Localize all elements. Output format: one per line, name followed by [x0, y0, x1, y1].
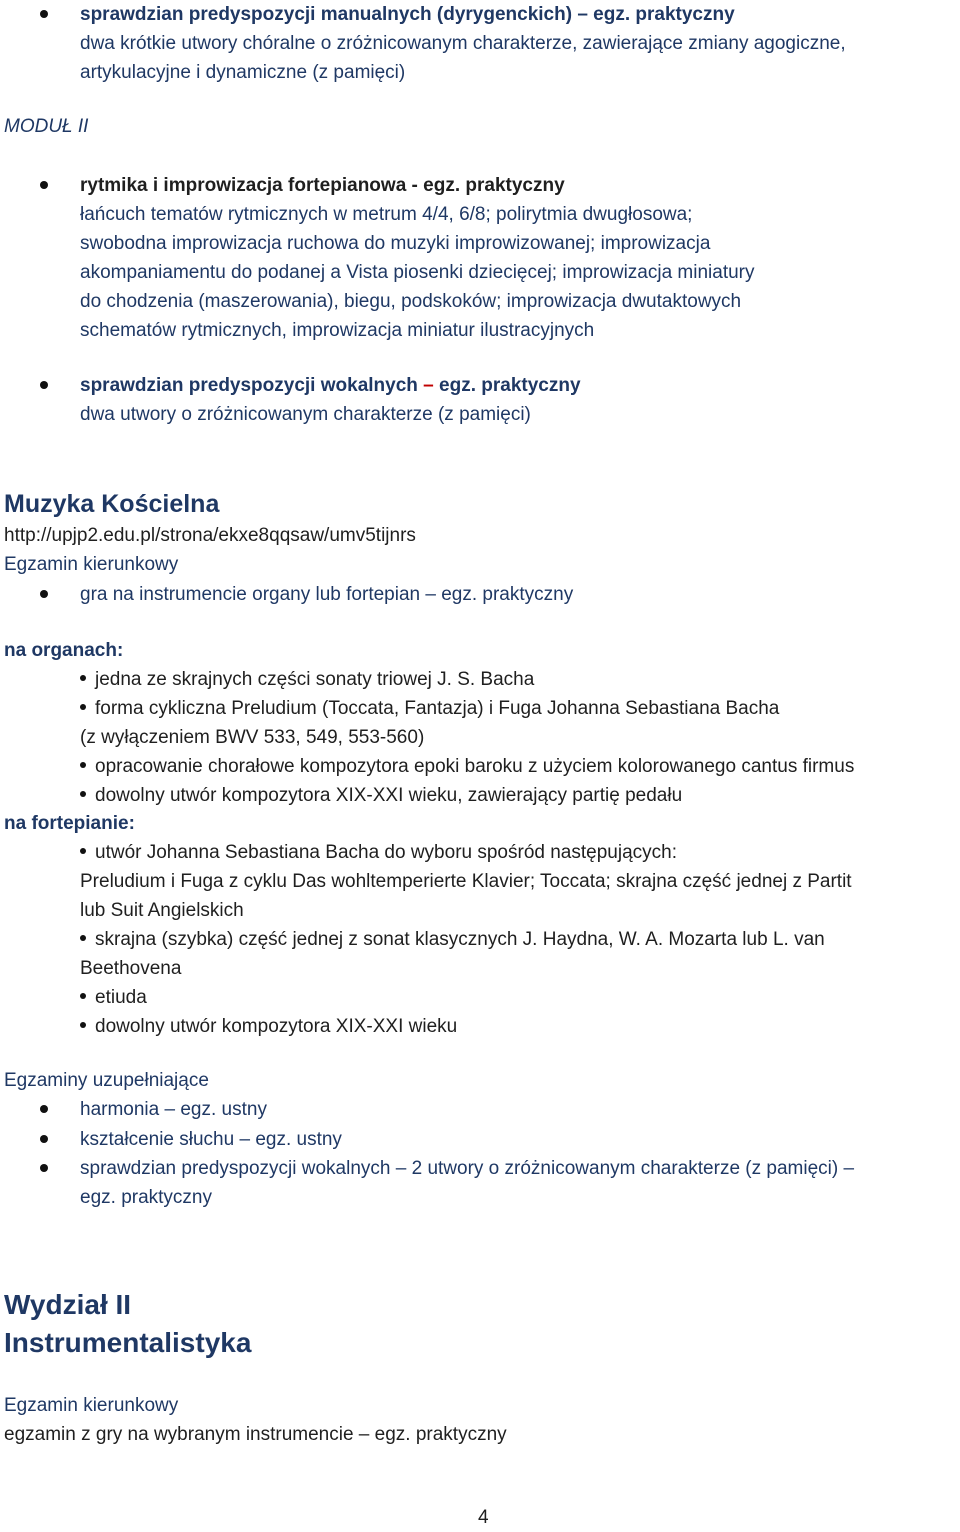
list-item: dowolny utwór kompozytora XIX-XXI wieku, zawierający partię pedału [95, 785, 683, 806]
list-item: opracowanie chorałowe kompozytora epoki baroku z użyciem kolorowanego cantus firmus [95, 756, 855, 777]
item-text-line: swobodna improwizacja ruchowa do muzyki improwizowanej; improwizacja [80, 233, 711, 254]
bullet-icon [40, 381, 48, 389]
list-item: sprawdzian predyspozycji wokalnych – egz. praktyczny dwa utwory o zróżnicowanym charakterze (z pamięci) [80, 371, 581, 429]
list-item [80, 0, 846, 87]
bullet-icon [80, 848, 86, 854]
exam-label: Egzamin kierunkowy [4, 554, 179, 575]
list-item [80, 171, 755, 345]
section-heading-wydzial-2: Wydział II [4, 1289, 132, 1320]
list-item: forma cykliczna Preludium (Toccata, Fantazja) i Fuga Johanna Sebastiana Bacha [95, 698, 780, 719]
bullet-icon [80, 704, 86, 710]
item-title-suffix: egz. praktyczny [433, 375, 581, 396]
list-item-continuation: Preludium i Fuga z cyklu Das wohltemperierte Klavier; Toccata; skrajna część jednej z Partit [80, 871, 852, 892]
section-heading-instrumentalistyka: Instrumentalistyka [4, 1327, 252, 1358]
list-item-line: sprawdzian predyspozycji wokalnych – 2 utwory o zróżnicowanym charakterze (z pamięci) – [80, 1158, 855, 1179]
bullet-icon [80, 791, 86, 797]
bullet-icon [80, 1022, 86, 1028]
bullet-icon [80, 935, 86, 941]
item-text-line: łańcuch tematów rytmicznych w metrum 4/4, 6/8; polirytmia dwugłosowa; [80, 204, 693, 225]
list-item [80, 1154, 854, 1212]
item-title-suffix: – egz. praktyczny [572, 4, 735, 25]
list-item-continuation: lub Suit Angielskich [80, 900, 244, 921]
section-heading-muzyka-koscielna: Muzyka Kościelna [4, 490, 220, 518]
bullet-icon [40, 181, 48, 189]
bullet-icon [80, 993, 86, 999]
list-item: skrajna (szybka) część jednej z sonat klasycznych J. Haydna, W. A. Mozarta lub L. van [95, 929, 825, 950]
list-item: jedna ze skrajnych części sonaty triowej J. S. Bacha [95, 669, 535, 690]
source-url: http://upjp2.edu.pl/strona/ekxe8qqsaw/umv5tijnrs [4, 525, 416, 546]
list-item: dowolny utwór kompozytora XIX-XXI wieku [95, 1016, 458, 1037]
list-item-continuation: egz. praktyczny [80, 1187, 212, 1208]
supplementary-label: Egzaminy uzupełniające [4, 1070, 209, 1091]
exam-text: egzamin z gry na wybranym instrumencie – egz. praktyczny [4, 1424, 507, 1445]
exam-label: Egzamin kierunkowy [4, 1395, 179, 1416]
list-item-continuation: (z wyłączeniem BWV 533, 549, 553-560) [80, 727, 425, 748]
bullet-icon [80, 675, 86, 681]
item-text-line: dwa utwory o zróżnicowanym charakterze (z pamięci) [80, 404, 531, 425]
section-heading-modul-2: MODUŁ II [4, 116, 89, 137]
bullet-icon [40, 1135, 48, 1143]
item-text-line: artykulacyjne i dynamiczne (z pamięci) [80, 62, 406, 83]
item-text-line: schematów rytmicznych, improwizacja miniatur ilustracyjnych [80, 320, 595, 341]
organ-label: na organach: [4, 640, 124, 661]
list-item: gra na instrumencie organy lub fortepian – egz. praktyczny [80, 584, 574, 605]
bullet-icon [80, 762, 86, 768]
item-text-line: dwa krótkie utwory chóralne o zróżnicowanym charakterze, zawierające zmiany agogiczne, [80, 33, 846, 54]
list-item: utwór Johanna Sebastiana Bacha do wyboru spośród następujących: [95, 842, 677, 863]
list-item: harmonia – egz. ustny [80, 1099, 267, 1120]
piano-list [80, 838, 852, 1041]
list-item: kształcenie słuchu – egz. ustny [80, 1129, 342, 1150]
bullet-icon [40, 1105, 48, 1113]
list-item: etiuda [95, 987, 147, 1008]
item-title: sprawdzian predyspozycji manualnych (dyrygenckich) [80, 4, 573, 25]
list-item-continuation: Beethovena [80, 958, 182, 979]
piano-label: na fortepianie: [4, 813, 135, 834]
bullet-icon [40, 10, 48, 18]
item-title: rytmika i improwizacja fortepianowa - egz. praktyczny [80, 175, 565, 196]
bullet-icon [40, 590, 48, 598]
item-text-line: do chodzenia (maszerowania), biegu, podskoków; improwizacja dwutaktowych [80, 291, 742, 312]
bullet-icon [40, 1164, 48, 1172]
item-text-line: akompaniamentu do podanej a Vista piosenki dziecięcej; improwizacja miniatury [80, 262, 755, 283]
organ-list [80, 665, 854, 810]
item-title: sprawdzian predyspozycji wokalnych [80, 375, 418, 396]
page-number: 4 [478, 1507, 489, 1528]
